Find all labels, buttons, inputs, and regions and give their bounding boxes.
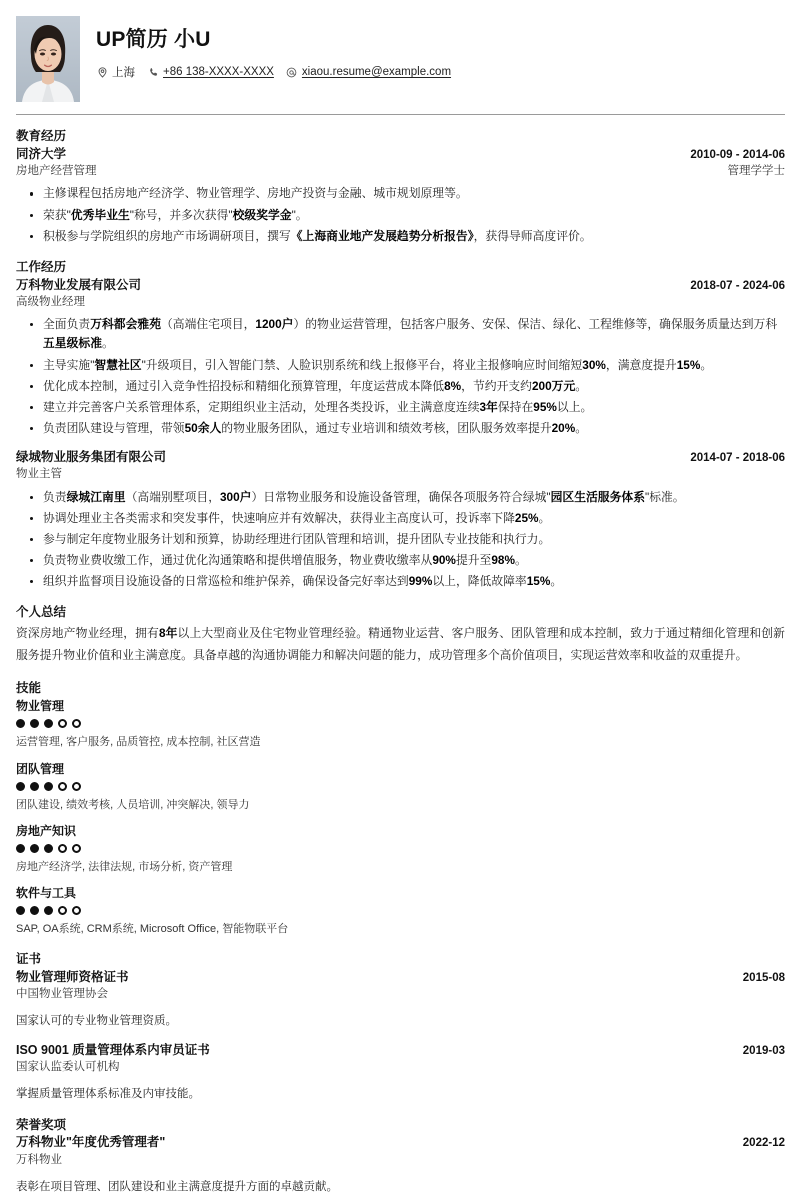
award-date: 2022-12	[742, 1137, 785, 1150]
certificate-description: 掌握质量管理体系标准及内审技能。	[16, 1088, 200, 1101]
work-bullets	[16, 315, 785, 438]
award-entry-sub	[16, 1152, 785, 1168]
education-entry	[16, 146, 785, 246]
certificate-entry-top	[16, 969, 785, 987]
skill-level-dots	[16, 906, 785, 915]
section-title-work: 工作经历	[16, 259, 67, 274]
contact-phone[interactable]	[147, 66, 274, 78]
certificate-issuer: 国家认监委认可机构	[16, 1061, 120, 1074]
award-description: 表彰在项目管理、团队建设和业主满意度提升方面的卓越贡献。	[16, 1181, 338, 1194]
section-skills	[16, 680, 785, 938]
work-entry-sub	[16, 466, 785, 482]
skill-dot	[58, 844, 67, 853]
contact-location-value: 上海	[112, 67, 135, 80]
certificate-entry	[16, 1042, 785, 1104]
section-summary	[16, 604, 785, 667]
skill-dot	[16, 844, 25, 853]
certificate-date: 2019-03	[742, 1044, 785, 1057]
skill-group	[16, 823, 785, 875]
contact-phone-value[interactable]: +86 138-XXXX-XXXX	[163, 66, 274, 79]
section-awards	[16, 1117, 785, 1196]
work-entry-sub	[16, 294, 785, 310]
resume-header	[16, 16, 785, 114]
avatar	[16, 16, 80, 102]
certificate-issuer: 中国物业管理协会	[16, 988, 108, 1001]
email-icon	[286, 66, 298, 78]
education-date: 2010-09 - 2014-06	[690, 148, 785, 161]
work-entry	[16, 277, 785, 438]
education-bullets	[16, 184, 785, 245]
skill-group	[16, 885, 785, 937]
skill-level-dots	[16, 844, 785, 853]
skill-dot	[72, 906, 81, 915]
certificate-description: 国家认可的专业物业管理资质。	[16, 1015, 177, 1028]
certificate-entry-top	[16, 1042, 785, 1060]
list-item: 建立并完善客户关系管理体系，定期组织业主活动，处理各类投诉，业主满意度连续3年保持在95%以上。	[16, 398, 785, 417]
skill-dot	[58, 782, 67, 791]
contact-location	[96, 64, 135, 80]
list-item: 负责物业费收缴工作，通过优化沟通策略和提供增值服务，物业费收缴率从90%提升至98%。	[16, 551, 785, 570]
skill-dot	[44, 782, 53, 791]
list-item: 主导实施"智慧社区"升级项目，引入智能门禁、人脸识别系统和线上报修平台，将业主报修响应时间缩短30%，满意度提升15%。	[16, 356, 785, 375]
section-title-awards: 荣誉奖项	[16, 1117, 67, 1132]
skill-name: 房地产知识	[16, 824, 77, 839]
skill-tags: 运营管理, 客户服务, 品质管控, 成本控制, 社区营造	[16, 736, 261, 749]
work-entry-top	[16, 277, 785, 295]
contact-email-value[interactable]: xiaou.resume@example.com	[301, 66, 452, 79]
phone-icon	[147, 66, 159, 78]
skill-dot	[30, 782, 39, 791]
skill-dot	[44, 844, 53, 853]
work-title: 物业主管	[16, 468, 62, 481]
contact-email[interactable]	[286, 66, 451, 78]
skill-name: 物业管理	[16, 699, 65, 714]
list-item: 负责绿城江南里（高端别墅项目，300户）日常物业服务和设施设备管理，确保各项服务符合绿城"园区生活服务体系"标准。	[16, 488, 785, 507]
skill-group	[16, 761, 785, 813]
skill-level-dots	[16, 719, 785, 728]
skill-dot	[16, 782, 25, 791]
section-work	[16, 259, 785, 591]
summary-text: 资深房地产物业经理，拥有8年以上大型商业及住宅物业管理经验。精通物业运营、客户服务、团队管理和成本控制，致力于通过精细化管理和创新服务提升物业价值和业主满意度。具备卓越的沟通协调能力和解决问题的能力，成功管理多个高价值项目，实现运营效率和收益的双重提升。	[16, 625, 785, 662]
list-item: 负责团队建设与管理，带领50余人的物业服务团队，通过专业培训和绩效考核，团队服务效率提升20%。	[16, 419, 785, 438]
education-entry-top	[16, 146, 785, 164]
skill-dot	[58, 719, 67, 728]
section-education	[16, 128, 785, 246]
education-school: 同济大学	[16, 146, 67, 161]
certificate-date: 2015-08	[742, 971, 785, 984]
section-title-certificates: 证书	[16, 951, 42, 966]
award-issuer: 万科物业	[16, 1153, 62, 1166]
award-name: 万科物业"年度优秀管理者"	[16, 1135, 166, 1150]
skill-dot	[30, 719, 39, 728]
work-title: 高级物业经理	[16, 296, 85, 309]
skill-dot	[72, 782, 81, 791]
skill-dot	[30, 844, 39, 853]
award-entry-top	[16, 1134, 785, 1152]
work-date: 2014-07 - 2018-06	[690, 451, 785, 464]
skill-tags: 房地产经济学, 法律法规, 市场分析, 资产管理	[16, 860, 233, 873]
skill-tags: 团队建设, 绩效考核, 人员培训, 冲突解决, 领导力	[16, 798, 250, 811]
skill-tags: SAP, OA系统, CRM系统, Microsoft Office, 智能物联平台	[16, 923, 289, 936]
list-item: 主修课程包括房地产经济学、物业管理学、房地产投资与金融、城市规划原理等。	[16, 184, 785, 203]
skill-level-dots	[16, 782, 785, 791]
skill-dot	[30, 906, 39, 915]
skill-dot	[44, 906, 53, 915]
work-bullets	[16, 488, 785, 592]
location-icon	[96, 66, 108, 78]
header-divider	[16, 114, 785, 115]
education-degree: 管理学学士	[727, 165, 785, 178]
education-major: 房地产经营管理	[16, 165, 97, 178]
skill-dot	[16, 719, 25, 728]
list-item: 优化成本控制，通过引入竞争性招投标和精细化预算管理，年度运营成本降低8%，节约开支约200万元。	[16, 377, 785, 396]
list-item: 荣获"优秀毕业生"称号，并多次获得"校级奖学金"。	[16, 206, 785, 225]
skill-dot	[72, 844, 81, 853]
section-title-education: 教育经历	[16, 129, 67, 143]
list-item: 参与制定年度物业服务计划和预算，协助经理进行团队管理和培训，提升团队专业技能和执行力。	[16, 530, 785, 549]
work-entry-top	[16, 449, 785, 467]
skill-name: 团队管理	[16, 761, 65, 776]
work-date: 2018-07 - 2024-06	[690, 279, 785, 292]
list-item: 协调处理业主各类需求和突发事件，快速响应并有效解决，获得业主高度认可，投诉率下降25%。	[16, 509, 785, 528]
list-item: 积极参与学院组织的房地产市场调研项目，撰写《上海商业地产发展趋势分析报告》，获得导师高度评价。	[16, 227, 785, 246]
work-company: 绿城物业服务集团有限公司	[16, 449, 167, 464]
contact-list	[96, 64, 785, 80]
section-title-skills: 技能	[16, 680, 42, 695]
section-title-summary: 个人总结	[16, 605, 67, 620]
certificate-entry	[16, 969, 785, 1031]
work-entry	[16, 449, 785, 591]
certificate-entry-sub	[16, 986, 785, 1002]
skill-dot	[72, 719, 81, 728]
identity-block	[96, 16, 785, 80]
skill-name: 软件与工具	[16, 886, 77, 901]
skill-dot	[44, 719, 53, 728]
section-certificates	[16, 951, 785, 1104]
certificate-entry-sub	[16, 1059, 785, 1075]
list-item: 组织并监督项目设施设备的日常巡检和维护保养，确保设备完好率达到99%以上，降低故障率15%。	[16, 572, 785, 591]
certificate-name: ISO 9001 质量管理体系内审员证书	[16, 1042, 210, 1057]
award-entry	[16, 1134, 785, 1196]
certificate-name: 物业管理师资格证书	[16, 969, 129, 984]
work-company: 万科物业发展有限公司	[16, 277, 142, 292]
skill-dot	[58, 906, 67, 915]
education-entry-sub	[16, 163, 785, 179]
list-item: 全面负责万科都会雅苑（高端住宅项目，1200户）的物业运营管理，包括客户服务、安保、保洁、绿化、工程维修等，确保服务质量达到万科五星级标准。	[16, 315, 785, 353]
page-title: UP简历 小U	[96, 28, 211, 51]
skill-dot	[16, 906, 25, 915]
skill-group	[16, 698, 785, 750]
